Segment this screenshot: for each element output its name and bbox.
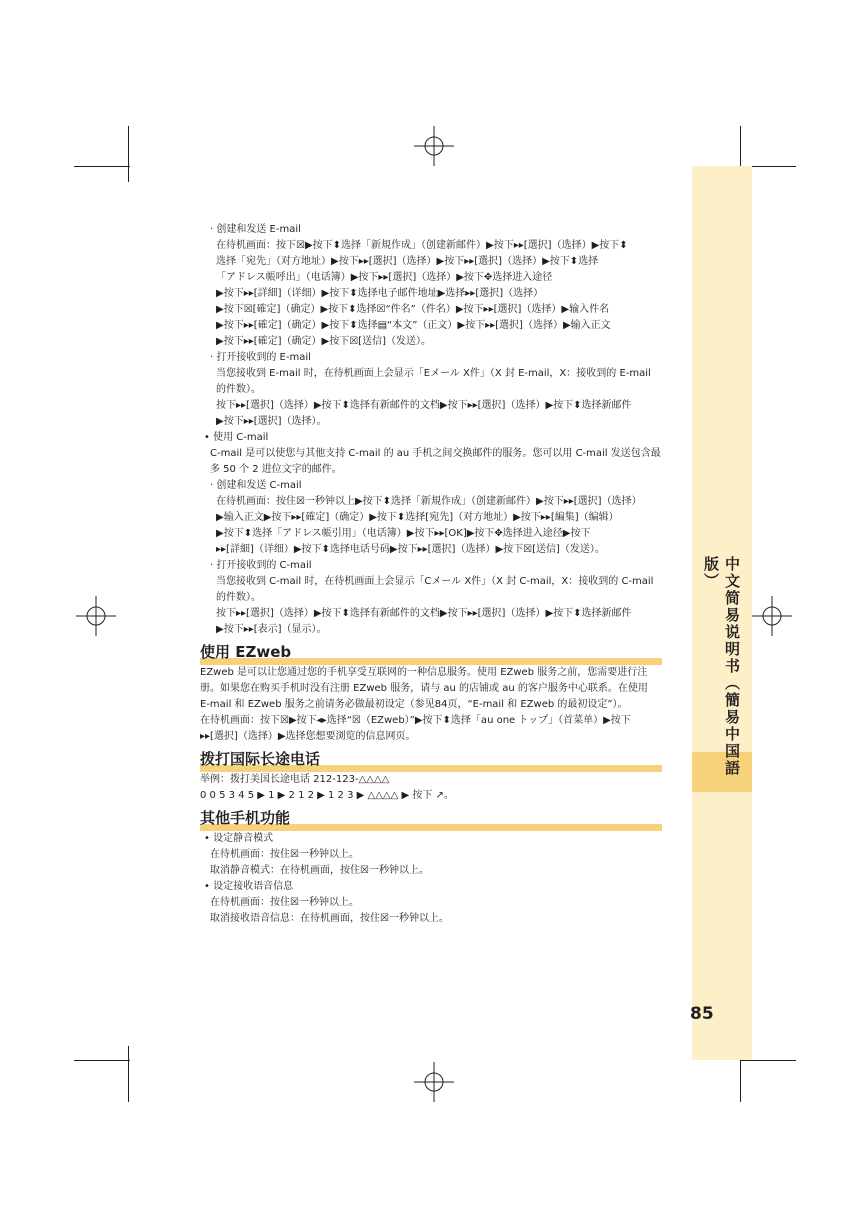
crop-mark xyxy=(74,1060,130,1061)
text-line: 的件数）。 xyxy=(216,384,261,395)
section-title-ezweb xyxy=(200,640,662,665)
text-line: E-mail 和 EZweb 服务之前请务必做最初设定（参见84页，“E-mail 和 EZweb 的最初设定”）。 xyxy=(200,699,628,710)
silent-mode-bullet: • 设定静音模式 xyxy=(204,833,274,844)
registration-mark-bottom xyxy=(414,1062,454,1102)
registration-mark-top xyxy=(414,126,454,166)
text-line: 多 50 个 2 进位文字的邮件。 xyxy=(210,464,342,475)
text-line: ▸▸[詳細]（详细）▶按下⬍选择电话号码▶按下▸▸[選択]（选择）▶按下☒[送信]（发送）。 xyxy=(216,544,605,555)
key-sequence: 0 0 5 3 4 5 ▶ 1 ▶ 2 1 2 ▶ 1 2 3 ▶ △△△△ ▶ 按下 ↗。 xyxy=(200,790,454,801)
text-line: C-mail 是可以使您与其他支持 C-mail 的 au 手机之间交换邮件的服务。您可以用 C-mail 发送包含最 xyxy=(210,448,661,459)
page-number: 85 xyxy=(690,1004,714,1024)
section-title-intl-call xyxy=(200,747,662,772)
text-line: 册。如果您在购买手机时没有注册 EZweb 服务，请与 au 的店铺或 au 的客户服务中心联系。在使用 xyxy=(200,683,648,694)
text-line: ▶按下▸▸[確定]（确定）▶按下⬍选择▤“本文”（正文）▶按下▸▸[選択]（选择）▶输入正文 xyxy=(216,320,611,331)
text-line: ▶按下▸▸[確定]（确定）▶按下☒[送信]（发送）。 xyxy=(216,336,431,347)
text-line: 当您接收到 C-mail 时，在待机画面上会显示「Cメール X件」（X 封 C-mail，X：接收到的 C-mail xyxy=(216,576,654,587)
text-line: 在待机画面：按住☒一秒钟以上。 xyxy=(210,849,359,860)
text-line: 取消静音模式：在待机画面，按住☒一秒钟以上。 xyxy=(210,865,429,876)
crop-mark xyxy=(128,1046,129,1102)
text-line: 的件数）。 xyxy=(216,592,261,603)
section-title-other xyxy=(200,806,662,831)
text-line: 当您接收到 E-mail 时，在待机画面上会显示「Eメール X件」（X 封 E-mail，X：接收到的 E-mail xyxy=(216,368,651,379)
section-title-text: 其他手机功能 xyxy=(200,809,291,827)
crop-mark xyxy=(740,1060,796,1061)
text-line: 按下▸▸[選択]（选择）▶按下⬍选择有新邮件的文档▶按下▸▸[選択]（选择）▶按下⬍选择新邮件 xyxy=(216,608,632,619)
text-line: 在待机画面：按下☒▶按下⬍选择「新規作成」（创建新邮件）▶按下▸▸[選択]（选择）▶按下⬍ xyxy=(216,240,628,251)
text-line: ▶按下▸▸[表示]（显示）。 xyxy=(216,624,327,635)
email-open-heading: · 打开接收到的 E-mail xyxy=(210,352,311,363)
text-line: ▸▸[選択]（选择）▶选择您想要浏览的信息网页。 xyxy=(200,731,416,742)
cmail-open-heading: · 打开接收到的 C-mail xyxy=(210,560,312,571)
cmail-bullet: • 使用 C-mail xyxy=(204,432,269,443)
section-title-text: 拨打国际长途电话 xyxy=(200,750,321,768)
voicemail-bullet: • 设定接收语音信息 xyxy=(204,881,294,892)
text-line: ▶按下⬍选择「アドレス帳引用」（电话簿）▶按下▸▸[OK]▶按下✥选择进入途径▶按下 xyxy=(216,528,591,539)
text-line: 按下▸▸[選択]（选择）▶按下⬍选择有新邮件的文档▶按下▸▸[選択]（选择）▶按下⬍选择新邮件 xyxy=(216,400,632,411)
text-line: 取消接收语音信息：在待机画面，按住☒一秒钟以上。 xyxy=(210,913,449,924)
crop-mark xyxy=(74,166,130,167)
text-line: EZweb 是可以让您通过您的手机享受互联网的一种信息服务。使用 EZweb 服务之前，您需要进行注 xyxy=(200,667,648,678)
text-line: 选择「宛先」（对方地址）▶按下▸▸[選択]（选择）▶按下▸▸[選択]（选择）▶按下⬍选择 xyxy=(216,256,599,267)
text-line: ▶输入正文▶按下▸▸[確定]（确定）▶按下⬍选择[宛先]（对方地址）▶按下▸▸[編集]（编辑） xyxy=(216,512,619,523)
text-line: 举例：拨打美国长途电话 212-123-△△△△ xyxy=(200,774,390,785)
text-line: ▶按下▸▸[選択]（选择）。 xyxy=(216,416,327,427)
registration-mark-left xyxy=(76,596,116,636)
text-line: 在待机画面：按住☒一秒钟以上▶按下⬍选择「新規作成」（创建新邮件）▶按下▸▸[選択]（选择） xyxy=(216,496,642,507)
text-line: ▶按下☒[確定]（确定）▶按下⬍选择☒“件名”（件名）▶按下▸▸[選択]（选择）▶输入件名 xyxy=(216,304,610,315)
text-line: ▶按下▸▸[詳細]（详细）▶按下⬍选择电子邮件地址▶选择▸▸[選択]（选择） xyxy=(216,288,544,299)
email-create-heading: · 创建和发送 E-mail xyxy=(210,224,301,235)
registration-mark-right xyxy=(752,596,792,636)
cmail-create-heading: · 创建和发送 C-mail xyxy=(210,480,302,491)
section-title-text: 使用 EZweb xyxy=(200,643,292,661)
text-line: 在待机画面：按下☒▶按下◂▸选择“☒（EZweb）”▶按下⬍选择「au one トップ」（首菜单）▶按下 xyxy=(200,715,631,726)
text-line: 「アドレス帳呼出」（电话簿）▶按下▸▸[選択]（选择）▶按下✥选择进入途径 xyxy=(216,272,553,283)
crop-mark xyxy=(128,126,129,182)
main-content xyxy=(200,222,670,927)
sidebar-title: 中文简易说明书（簡易中国語版） xyxy=(702,556,741,777)
text-line: 在待机画面：按住☒一秒钟以上。 xyxy=(210,897,359,908)
